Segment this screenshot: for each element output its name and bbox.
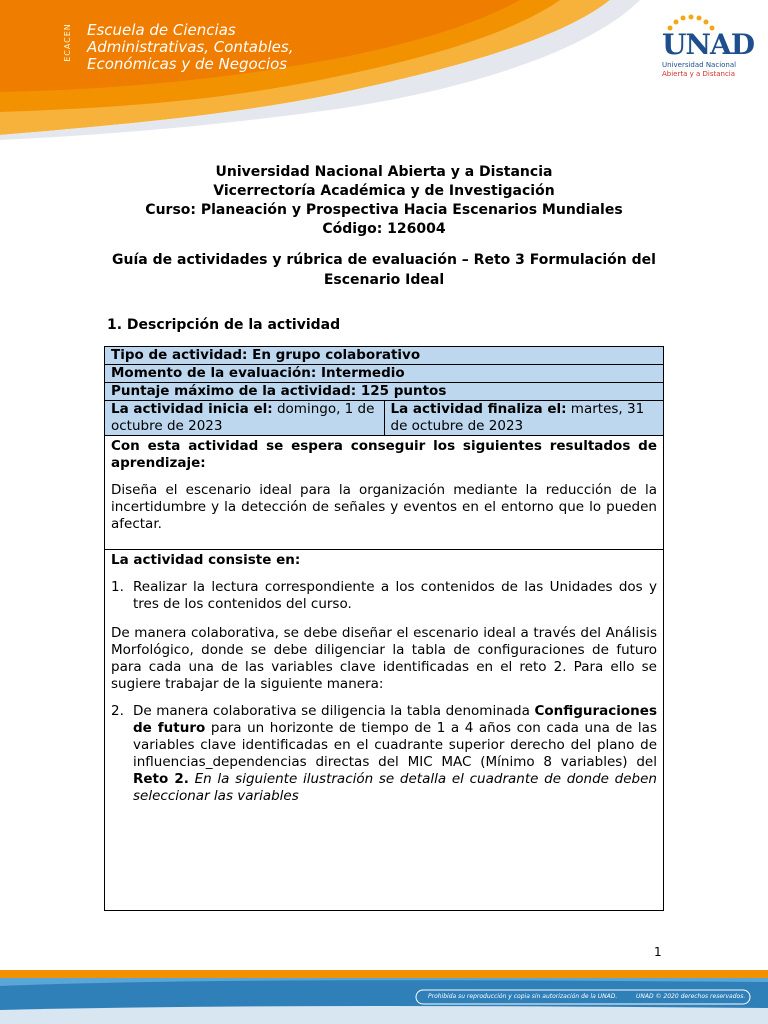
course-title: Curso: Planeación y Prospectiva Hacia Escenarios Mundiales [145, 202, 623, 218]
logo-subtitle-1: Universidad Nacional [662, 61, 737, 69]
page-header [0, 0, 768, 140]
page-number: 1 [654, 945, 662, 959]
footer-rights-note: UNAD © 2020 derechos reservados. [636, 993, 746, 1000]
list-item: 1. Realizar la lectura correspondiente a los contenidos de las Unidades dos y tres de los contenidos del curso. [111, 579, 657, 612]
collaborative-paragraph: De manera colaborativa, se debe diseñar el escenario ideal a través del Análisis Morfológico, donde se debe diligenciar la tabla de configuraciones de futuro para cada una de las variables clave identificadas en el reto 2. Para ello se sugiere trabajar de la siguiente manera: [111, 625, 657, 692]
list-item: 2. De manera colaborativa se diligencia la tabla denominada Configuraciones de futuro para un horizonte de tiempo de 1 a 4 años con cada una de las variables clave identificadas en el cuadrante superior derecho del plano de influencias_dependencias directas del MIC MAC (Mínimo 8 variables) del Reto 2. En la siguiente ilustración se detalla el cuadrante de donde deben seleccionar las variables [111, 703, 657, 804]
learning-outcomes-text: Diseña el escenario ideal para la organización mediante la reducción de la incertidumbre y la detección de señales y eventos en el entorno que lo pueden afectar. [111, 482, 657, 532]
learning-outcomes-title: Con esta actividad se espera conseguir los siguientes resultados de aprendizaje: [111, 438, 657, 471]
unad-logo [650, 14, 755, 84]
school-tag: ECACEN [62, 23, 72, 62]
page-footer [0, 960, 768, 1024]
section-heading: 1. Descripción de la actividad [107, 317, 341, 333]
learning-outcomes-cell [105, 436, 663, 550]
activity-type-row: Tipo de actividad: En grupo colaborativo [105, 347, 663, 365]
course-code: Código: 126004 [322, 221, 446, 237]
vicerrectoria-title: Vicerrectoría Académica y de Investigación [213, 183, 555, 199]
footer-banner [0, 960, 768, 1024]
footer-copyright-note: Prohibida su reproducción y copia sin autorización de la UNAD. [428, 993, 618, 1000]
activity-description-cell [105, 550, 663, 910]
evaluation-moment-row: Momento de la evaluación: Intermedio [105, 365, 663, 383]
activity-consists-title: La actividad consiste en: [111, 552, 301, 568]
school-name: Escuela de Ciencias Administrativas, Contables, Económicas y de Negocios [87, 21, 294, 73]
guide-title: Guía de actividades y rúbrica de evaluación – Reto 3 Formulación del Escenario Ideal [112, 252, 656, 288]
logo-subtitle-2: Abierta y a Distancia [662, 70, 736, 78]
activity-table [104, 346, 664, 911]
start-date-cell: La actividad inicia el: domingo, 1 de octubre de 2023 [105, 401, 385, 435]
logo-wordmark: UNAD [662, 28, 755, 61]
end-date-cell: La actividad finaliza el: martes, 31 de octubre de 2023 [390, 401, 645, 434]
dates-row [105, 401, 663, 436]
max-score-row: Puntaje máximo de la actividad: 125 puntos [105, 383, 663, 401]
document-titles [0, 163, 768, 239]
university-title: Universidad Nacional Abierta y a Distancia [215, 164, 553, 180]
